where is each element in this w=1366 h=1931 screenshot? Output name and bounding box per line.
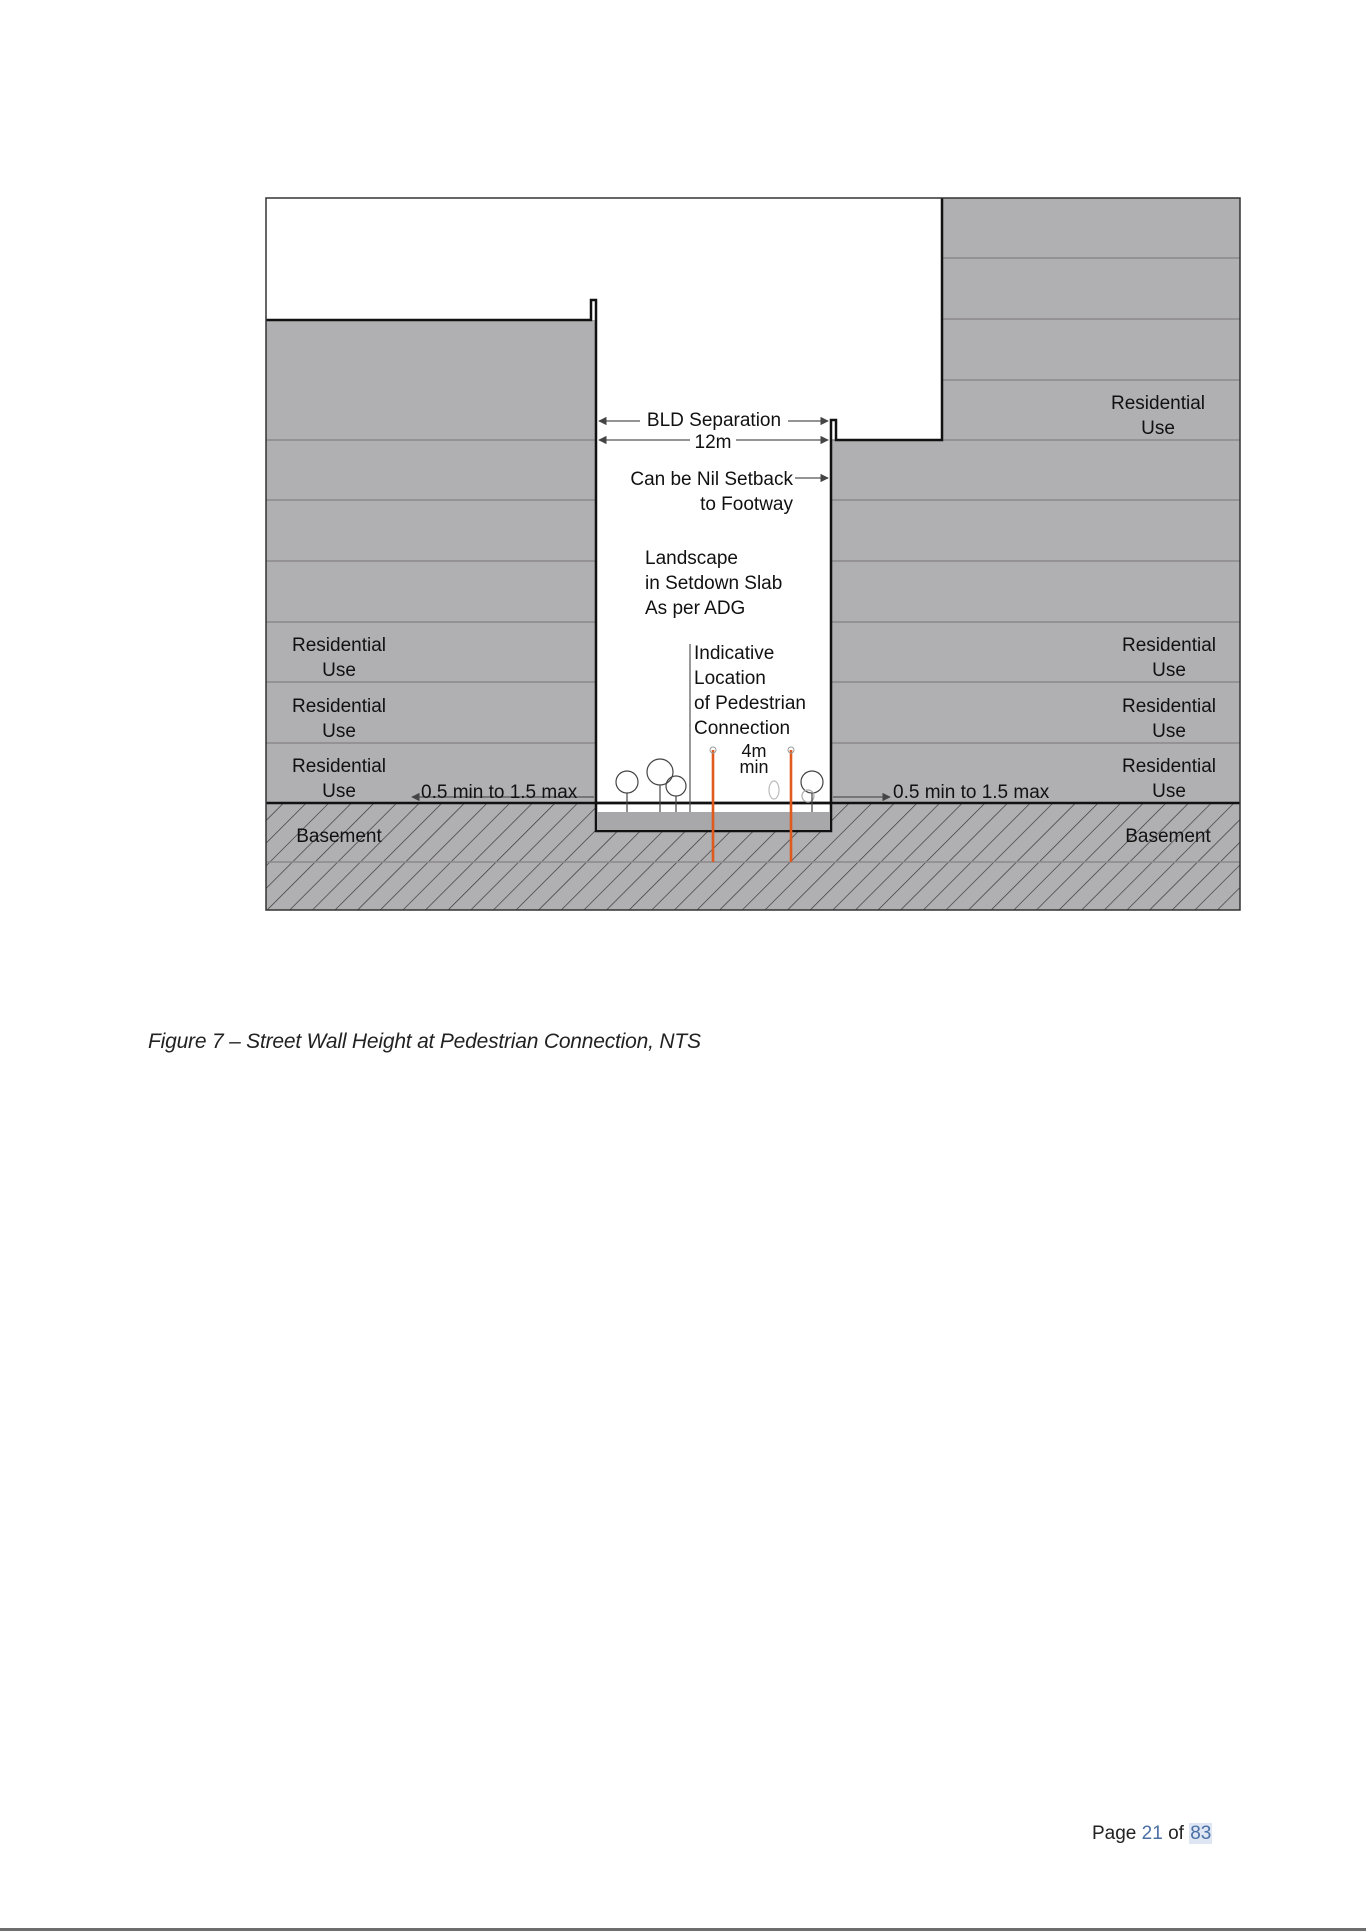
svg-text:Use: Use [322,781,356,802]
label-basement-left: Basement [296,826,382,847]
svg-text:Residential: Residential [1122,756,1216,777]
svg-text:Residential: Residential [292,696,386,717]
svg-text:Residential: Residential [1122,635,1216,656]
svg-text:Landscape: Landscape [645,548,738,569]
svg-text:Use: Use [322,721,356,742]
svg-text:min: min [739,757,769,777]
svg-text:Location: Location [694,668,766,689]
street-wall-section-figure [0,0,1366,960]
svg-text:Use: Use [1152,781,1186,802]
label-nil-setback [630,469,793,515]
page-prefix: Page [1092,1823,1137,1844]
figure-caption: Figure 7 – Street Wall Height at Pedestrian Connection, NTS [148,1030,701,1053]
page-separator: of [1168,1823,1184,1844]
label-setback-right: 0.5 min to 1.5 max [893,782,1050,803]
label-separation-distance: 12m [694,432,732,453]
svg-text:Use: Use [1152,660,1186,681]
svg-text:Use: Use [1152,721,1186,742]
page-current: 21 [1141,1823,1163,1844]
svg-text:As per ADG: As per ADG [645,598,746,619]
label-basement-right: Basement [1125,826,1211,847]
label-landscape [645,548,782,619]
svg-text:Can be Nil Setback: Can be Nil Setback [630,469,793,490]
svg-text:Indicative: Indicative [694,643,775,664]
page-number [1092,1823,1212,1845]
page-total: 83 [1190,1823,1212,1844]
svg-text:4m: 4m [741,741,767,761]
svg-text:Use: Use [322,660,356,681]
svg-text:Residential: Residential [292,756,386,777]
svg-text:to Footway: to Footway [700,494,793,515]
label-bld-separation: BLD Separation [646,410,782,431]
label-indicative-location [694,643,806,739]
label-connection-width [739,741,768,777]
svg-text:Use: Use [1141,418,1175,439]
svg-text:Residential: Residential [292,635,386,656]
svg-text:Residential: Residential [1122,696,1216,717]
svg-text:in Setdown Slab: in Setdown Slab [645,573,783,594]
svg-text:of Pedestrian: of Pedestrian [694,693,806,714]
svg-text:Residential: Residential [1111,393,1205,414]
label-setback-left: 0.5 min to 1.5 max [421,782,578,803]
svg-text:Connection: Connection [694,718,791,739]
